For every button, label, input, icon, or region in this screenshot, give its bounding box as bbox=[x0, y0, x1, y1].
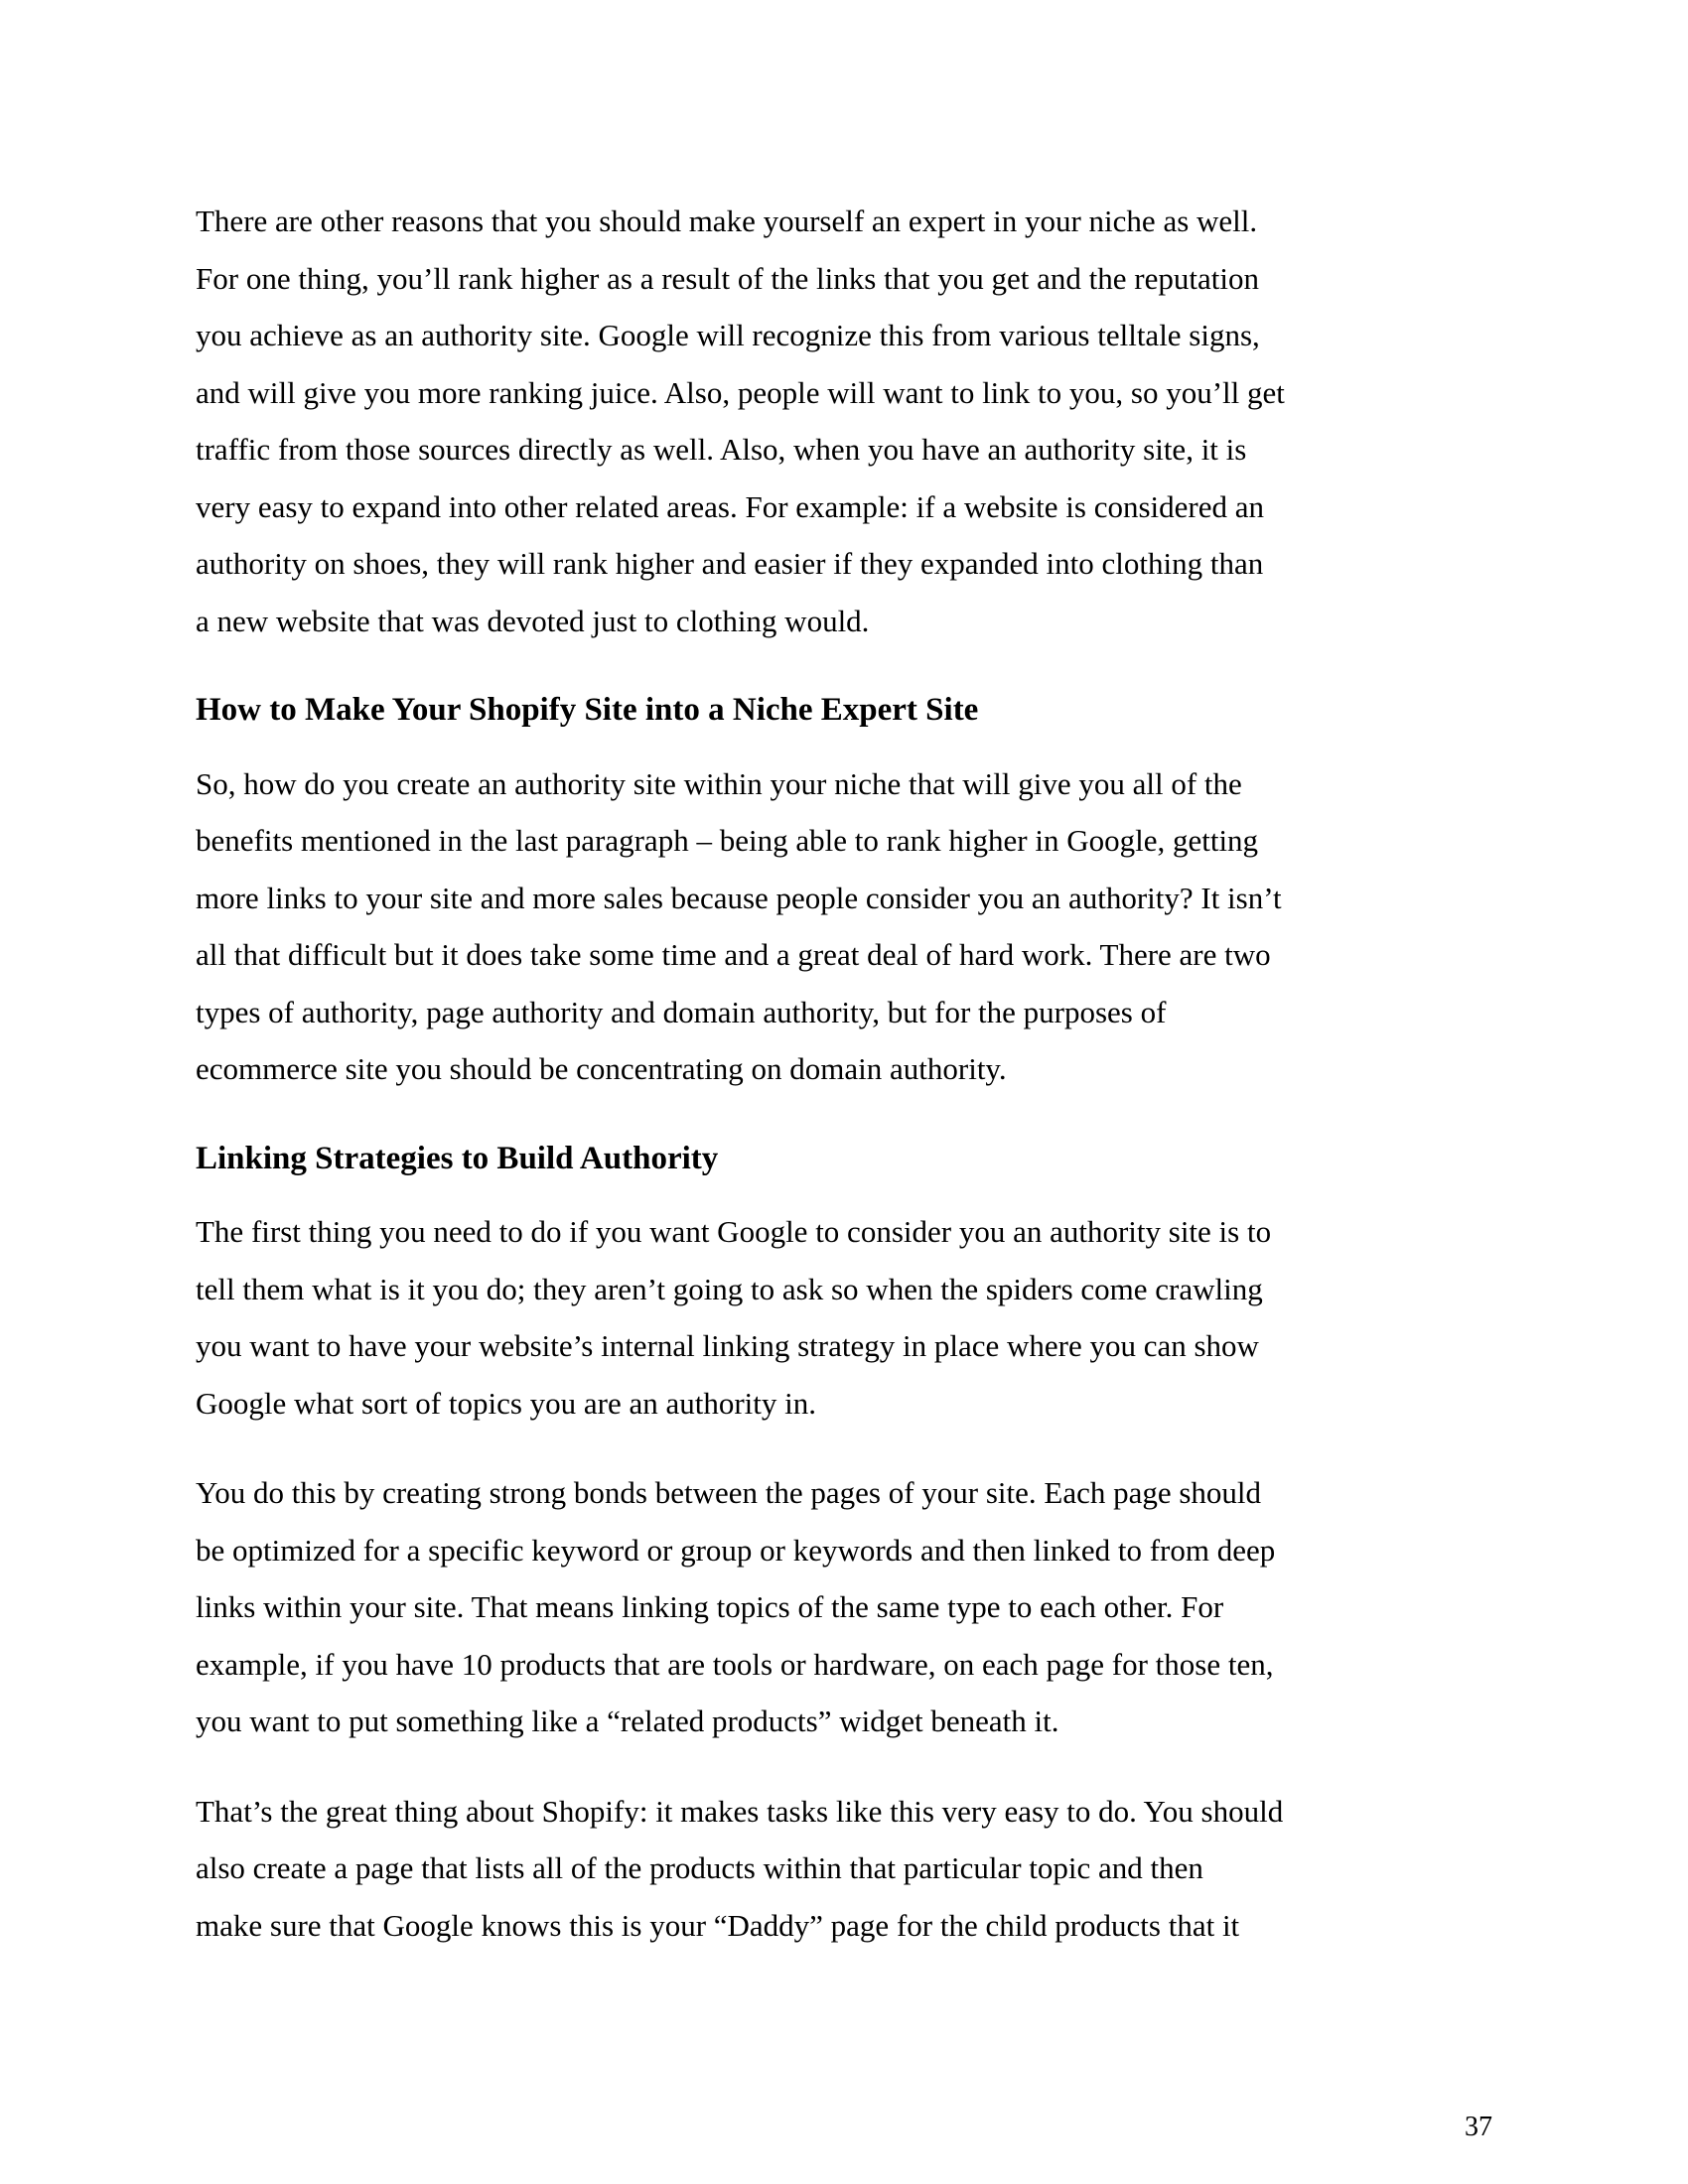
page-content bbox=[196, 193, 1492, 1986]
text-line: you want to have your website’s internal linking strategy in place where you can show bbox=[196, 1328, 1259, 1363]
text-line: example, if you have 10 products that are tools or hardware, on each page for those ten, bbox=[196, 1646, 1274, 1682]
text-line: tell them what is it you do; they aren’t going to ask so when the spiders come crawling bbox=[196, 1271, 1263, 1306]
text-line: benefits mentioned in the last paragraph – being able to rank higher in Google, getting bbox=[196, 823, 1259, 858]
paragraph bbox=[196, 193, 1492, 649]
text-line: There are other reasons that you should make yourself an expert in your niche as well. bbox=[196, 204, 1258, 238]
text-line: The first thing you need to do if you want Google to consider you an authority site is to bbox=[196, 1214, 1272, 1249]
text-line: more links to your site and more sales because people consider you an authority? It isn’t bbox=[196, 880, 1282, 915]
paragraph bbox=[196, 1783, 1492, 1955]
paragraph bbox=[196, 1464, 1492, 1750]
text-line: So, how do you create an authority site within your niche that will give you all of the bbox=[196, 765, 1242, 801]
text-line: links within your site. That means linking topics of the same type to each other. For bbox=[196, 1589, 1224, 1624]
section-heading: How to Make Your Shopify Site into a Niche Expert Site bbox=[196, 692, 979, 728]
text-line: You do this by creating strong bonds between the pages of your site. Each page should bbox=[196, 1475, 1262, 1510]
text-line: a new website that was devoted just to clothing would. bbox=[196, 603, 870, 638]
text-line: traffic from those sources directly as well. Also, when you have an authority site, it is bbox=[196, 432, 1247, 467]
text-line: Google what sort of topics you are an authority in. bbox=[196, 1385, 817, 1421]
text-line: you want to put something like a “related products” widget beneath it. bbox=[196, 1704, 1059, 1738]
text-line: and will give you more ranking juice. Also, people will want to link to you, so you’ll get bbox=[196, 374, 1285, 410]
text-line: types of authority, page authority and domain authority, but for the purposes of bbox=[196, 994, 1167, 1029]
text-line: authority on shoes, they will rank higher and easier if they expanded into clothing than bbox=[196, 546, 1264, 581]
page-number: 37 bbox=[1465, 2112, 1492, 2142]
section-heading: Linking Strategies to Build Authority bbox=[196, 1140, 719, 1176]
text-line: That’s the great thing about Shopify: it makes tasks like this very easy to do. You should bbox=[196, 1793, 1284, 1829]
text-line: ecommerce site you should be concentrating on domain authority. bbox=[196, 1051, 1007, 1086]
paragraph bbox=[196, 755, 1492, 1098]
text-line: very easy to expand into other related areas. For example: if a website is considered an bbox=[196, 488, 1264, 524]
text-line: all that difficult but it does take some time and a great deal of hard work. There are two bbox=[196, 937, 1271, 972]
text-line: make sure that Google knows this is your “Daddy” page for the child products that it bbox=[196, 1907, 1240, 1943]
paragraph bbox=[196, 1203, 1492, 1432]
text-line: also create a page that lists all of the products within that particular topic and then bbox=[196, 1850, 1203, 1885]
text-line: be optimized for a specific keyword or group or keywords and then linked to from deep bbox=[196, 1532, 1276, 1568]
text-line: you achieve as an authority site. Google will recognize this from various telltale signs, bbox=[196, 318, 1260, 352]
text-line: For one thing, you’ll rank higher as a result of the links that you get and the reputation bbox=[196, 260, 1259, 296]
